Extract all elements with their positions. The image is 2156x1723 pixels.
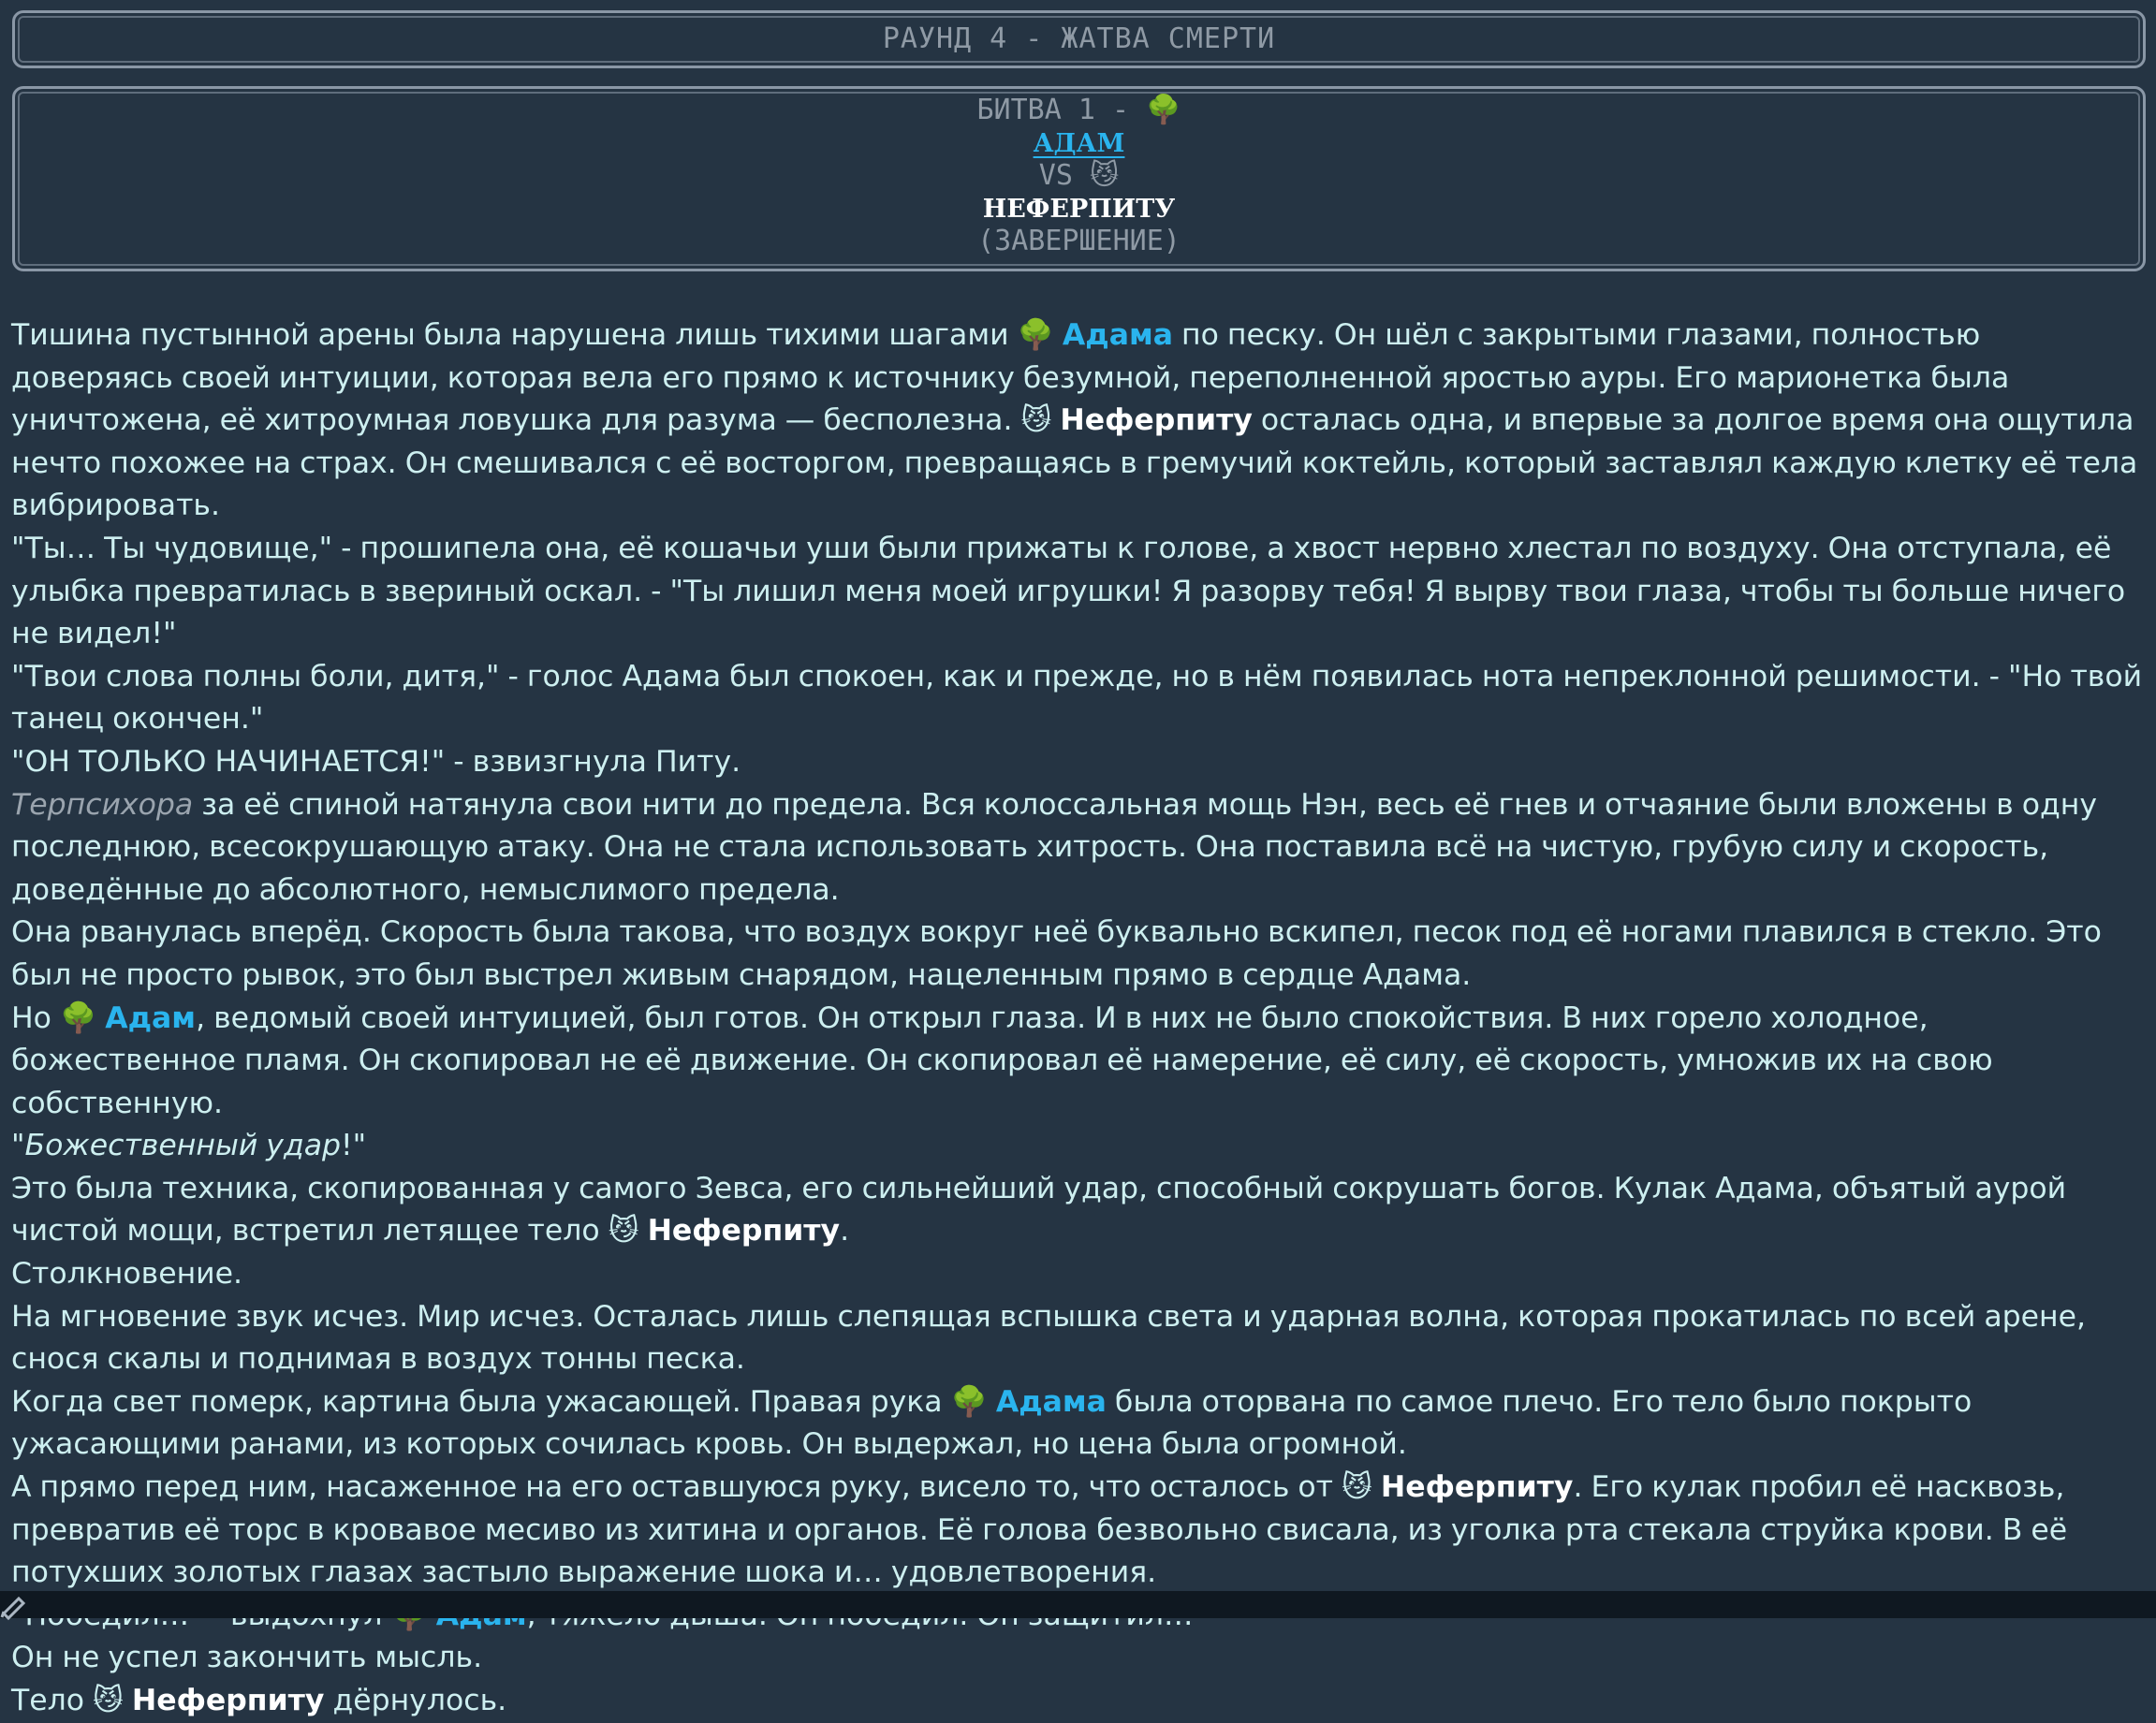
story-paragraph bbox=[11, 1168, 2144, 1253]
story-paragraph: "ОН ТОЛЬКО НАЧИНАЕТСЯ!" - взвизгнула Питу. bbox=[11, 744, 741, 779]
tree-icon: 🌳 bbox=[1146, 94, 1181, 126]
tree-icon: 🌳 bbox=[59, 1000, 97, 1035]
fighter2-name: НЕФЕРПИТУ bbox=[982, 194, 1176, 224]
tree-icon: 🌳 bbox=[950, 1384, 988, 1419]
character-neferpitou: Неферпиту bbox=[1380, 1470, 1574, 1505]
story-paragraph: Он не успел закончить мысль. bbox=[11, 1641, 483, 1675]
story-paragraph: Она рванулась вперёд. Скорость была такова, что воздух вокруг неё буквально вскипел, песок под её ногами плавился в стекло. Это был не просто рывок, это был выстрел живым снарядом, нацеленным прямо в сердце Адама. bbox=[11, 915, 2102, 992]
story-paragraph: На мгновение звук исчез. Мир исчез. Осталась лишь слепящая вспышка света и ударная волна, которая прокатилась по всей арене, снося скалы и поднимая в воздух тонны песка. bbox=[11, 1299, 2086, 1377]
story-text-run: Но bbox=[11, 1000, 60, 1035]
story-paragraph bbox=[11, 1467, 2144, 1595]
story-text bbox=[11, 314, 2144, 1723]
cat-face-icon: 😼 bbox=[93, 1684, 124, 1717]
story-text-run: была оторвана по самое плечо. Его тело было покрыто ужасающими ранами, из которых сочилась кровь. Он выдержал, но цена была огромной. bbox=[11, 1384, 1973, 1462]
story-text-run: за её спиной натянула свои нити до предела. Вся колоссальная мощь Нэн, весь её гнев и отчаяние были вложены в одну последнюю, всесокрушающую атаку. Она не стала использовать хитрость. Она поставила всё на чистую, грубую силу и скорость, доведённые до абсолютного, немыслимого предела. bbox=[11, 787, 2097, 907]
story-paragraph bbox=[11, 998, 2144, 1126]
story-paragraph bbox=[11, 1680, 2144, 1723]
battle-line-1 bbox=[15, 95, 2143, 127]
battle-status: (ЗАВЕРШЕНИЕ) bbox=[977, 225, 1181, 257]
story-text-run: осталась одна, и впервые за долгое время она ощутила нечто похожее на страх. Он смешивался с её восторгом, превращаясь в гремучий коктейль, который заставлял каждую клетку её тела вибрировать. bbox=[11, 403, 2138, 523]
character-adam: Адама bbox=[995, 1384, 1107, 1419]
story-text-run: , ведомый своей интуицией, был готов. Он открыл глаза. И в них не было спокойствия. В них горело холодное, божественное пламя. Он скопировал не её движение. Он скопировал её намерение, её силу, её скорость, умножив их на свою собственную. bbox=[11, 1000, 1993, 1120]
story-text-run: " bbox=[11, 1129, 25, 1163]
cat-face-icon: 😼 bbox=[1020, 403, 1052, 438]
story-text-run: . bbox=[840, 1214, 850, 1248]
character-neferpitou: Неферпиту bbox=[647, 1214, 841, 1248]
story-text-run: Когда свет померк, картина была ужасающей. Правая рука bbox=[11, 1384, 951, 1419]
story-text-run: Это была техника, скопированная у самого Зевса, его сильнейший удар, способный сокрушать богов. Кулак Адама, объятый аурой чистой мощи, встретил летящее тело bbox=[11, 1171, 2067, 1248]
battle-prefix: БИТВА 1 - bbox=[976, 94, 1130, 126]
story-paragraph: Столкновение. bbox=[11, 1257, 243, 1292]
story-text-run: дёрнулось. bbox=[324, 1684, 507, 1717]
story-paragraph bbox=[11, 784, 2144, 913]
story-paragraph bbox=[11, 1381, 2144, 1467]
character-adam: Адам bbox=[105, 1000, 197, 1035]
cat-face-icon: 😼 bbox=[1089, 159, 1120, 192]
bottom-bar bbox=[0, 1591, 2156, 1618]
tree-icon: 🌳 bbox=[1017, 318, 1054, 352]
cat-face-icon: 😼 bbox=[608, 1214, 639, 1248]
ability-name: Терпсихора bbox=[11, 787, 194, 822]
pencil-icon[interactable] bbox=[0, 1593, 28, 1617]
battle-line-5 bbox=[15, 226, 2143, 258]
story-text-run: !" bbox=[341, 1129, 367, 1163]
battle-header bbox=[12, 86, 2146, 271]
battle-line-4 bbox=[15, 193, 2143, 226]
story-text-run: по песку. Он шёл с закрытыми глазами, полностью доверяясь своей интуиции, которая вела его прямо к источнику безумной, переполненной яростью ауры. Его марионетка была уничтожена, её хитроумная ловушка для разума — бесполезна. bbox=[11, 318, 2010, 438]
character-neferpitou: Неферпиту bbox=[131, 1684, 325, 1717]
story-text-run: А прямо перед ним, насаженное на его оставшуюся руку, висело то, что осталось от bbox=[11, 1470, 1342, 1505]
battle-line-3 bbox=[15, 160, 2143, 193]
story-paragraph bbox=[11, 1125, 2144, 1168]
fighter1-name[interactable]: АДАМ bbox=[1033, 128, 1125, 158]
cat-face-icon: 😼 bbox=[1342, 1470, 1372, 1505]
story-paragraph bbox=[11, 314, 2144, 528]
story-paragraph: "Твои слова полны боли, дитя," - голос Адама был спокоен, как и прежде, но в нём появилась нота непреклонной решимости. - "Но твой танец окончен." bbox=[11, 659, 2143, 737]
round-header bbox=[12, 10, 2146, 68]
story-text-run: Тишина пустынной арены была нарушена лишь тихими шагами bbox=[11, 318, 1018, 352]
battle-line-2 bbox=[15, 127, 2143, 161]
character-adam: Адама bbox=[1062, 318, 1173, 352]
technique-name: Божественный удар bbox=[24, 1129, 342, 1163]
vs-label: VS bbox=[1038, 159, 1073, 192]
story-paragraph: "Ты… Ты чудовище," - прошипела она, её кошачьи уши были прижаты к голове, а хвост нервно хлестал по воздуху. Она отступала, её улыбка превратилась в звериный оскал. - "Ты лишил меня моей игрушки! Я разорву тебя! Я вырву твои глаза, чтобы ты больше ничего не видел!" bbox=[11, 531, 2126, 651]
story-text-run: Тело bbox=[11, 1684, 94, 1717]
story-text-run: . Его кулак пробил её насквозь, превратив её торс в кровавое месиво из хитина и органов. Её голова безвольно свисала, из уголка рта стекала струйка крови. В её потухших золотых глазах застыло выражение шока и… удовлетворения. bbox=[11, 1470, 2068, 1590]
character-neferpitou: Неферпиту bbox=[1060, 403, 1253, 438]
round-title: РАУНД 4 - ЖАТВА СМЕРТИ bbox=[882, 22, 1276, 55]
